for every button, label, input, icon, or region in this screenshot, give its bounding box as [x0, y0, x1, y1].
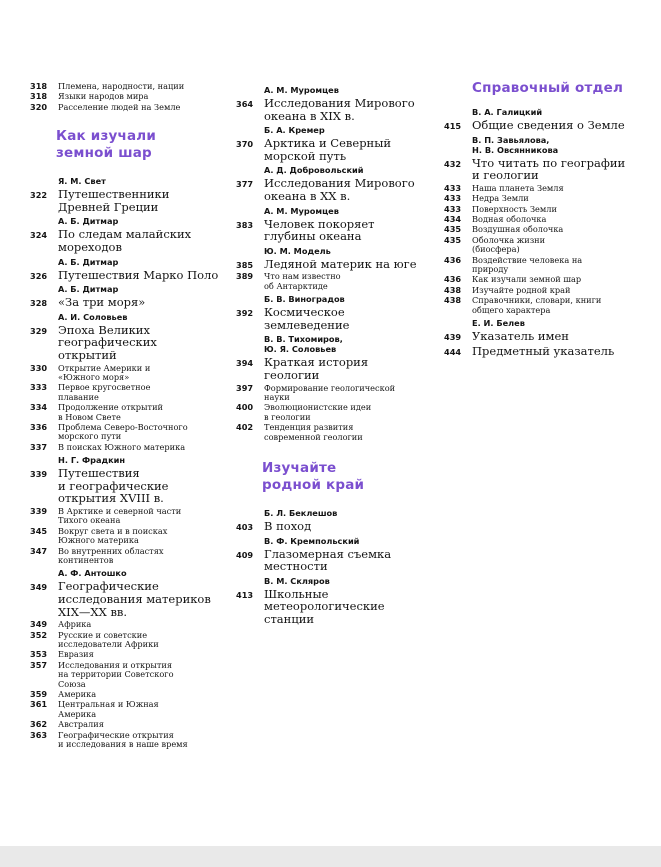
toc-entry[interactable]: [30, 720, 235, 729]
page-number: 436: [444, 254, 462, 265]
entry-title: Школьные метеорологические станции: [264, 586, 385, 626]
entry-title: Путешествия и географические открытия XVIII в.: [58, 466, 169, 506]
entry-title: Ледяной материк на юге: [264, 256, 417, 271]
toc-entry[interactable]: [30, 467, 235, 505]
page-number: 433: [444, 203, 462, 214]
toc-entry[interactable]: [236, 520, 448, 533]
page-number: 432: [444, 158, 462, 169]
toc-entry[interactable]: [236, 272, 448, 291]
entry-title: Эволюционистские идеи в геологии: [264, 402, 372, 422]
entry-title: Путешественники Древней Греции: [58, 187, 170, 214]
page-number: 330: [30, 362, 48, 373]
page-number: 403: [236, 521, 254, 532]
toc-column-1: [30, 82, 235, 751]
page-number: 329: [30, 325, 48, 336]
entry-title: Космическое землеведение: [264, 305, 350, 332]
toc-entry[interactable]: [236, 548, 448, 573]
toc-entry[interactable]: [30, 547, 235, 566]
author-name: А. Ф. Антошко: [58, 568, 127, 579]
toc-entry[interactable]: [236, 97, 448, 122]
toc-entry[interactable]: [444, 256, 636, 275]
entry-title: Евразия: [58, 649, 94, 660]
page-number: 339: [30, 469, 48, 480]
toc-entry[interactable]: [30, 443, 235, 452]
entry-title: Формирование геологической науки: [264, 382, 396, 402]
toc-entry[interactable]: [30, 620, 235, 629]
entry-title: Эпоха Великих географических открытий: [58, 322, 157, 362]
page-number: 435: [444, 234, 462, 245]
entry-title: Исследования Мирового океана в XX в.: [264, 176, 415, 203]
toc-entry[interactable]: [444, 286, 636, 295]
page-number: 438: [444, 284, 462, 295]
page-number: 352: [30, 629, 48, 640]
page-number: 434: [444, 214, 462, 224]
toc-entry[interactable]: [30, 527, 235, 546]
author-name: Я. М. Свет: [58, 176, 106, 187]
toc-entry[interactable]: [30, 661, 235, 689]
toc-entry[interactable]: [444, 225, 636, 234]
section-heading: Справочный отдел: [472, 80, 624, 96]
page-number: 347: [30, 545, 48, 556]
entry-title: Изучайте родной край: [472, 284, 571, 295]
toc-entry[interactable]: [30, 296, 235, 309]
author-name: Б. В. Виноградов: [264, 294, 345, 305]
section-heading: Как изучали земной шар: [56, 128, 157, 162]
toc-entry[interactable]: [236, 177, 448, 202]
entry-title: Предметный указатель: [472, 343, 615, 358]
page-number: 353: [30, 649, 48, 660]
toc-entry[interactable]: [444, 194, 636, 203]
page-number: 383: [236, 219, 254, 230]
toc-entry[interactable]: [236, 306, 448, 331]
page-number: 349: [30, 582, 48, 593]
page-number: 337: [30, 441, 48, 452]
page-number: 361: [30, 699, 48, 710]
entry-title: Воздушная оболочка: [472, 224, 564, 235]
page-number: 362: [30, 719, 48, 730]
entry-title: В поисках Южного материка: [58, 441, 186, 452]
toc-column-3: [444, 80, 636, 359]
page-number: 438: [444, 295, 462, 306]
toc-entry[interactable]: [236, 137, 448, 162]
entry-title: Русские и советские исследователи Африки: [58, 629, 159, 650]
entry-title: Общие сведения о Земле: [472, 118, 625, 132]
toc-entry[interactable]: [444, 345, 636, 358]
toc-entry[interactable]: [236, 384, 448, 403]
toc-entry[interactable]: [30, 82, 235, 91]
page-number: 413: [236, 589, 254, 600]
toc-entry[interactable]: [30, 731, 235, 750]
entry-title: Исследования и открытия на территории Советского Союза: [58, 659, 174, 689]
toc-entry[interactable]: [444, 330, 636, 343]
page-number: 364: [236, 99, 254, 109]
entry-title: Что читать по географии и геологии: [472, 155, 626, 183]
toc-entry[interactable]: [444, 205, 636, 214]
toc-entry[interactable]: [30, 188, 235, 213]
section-heading: Изучайте родной край: [262, 459, 365, 493]
entry-title: Арктика и Северный морской путь: [264, 136, 392, 163]
page-number: 345: [30, 525, 48, 536]
toc-entry[interactable]: [30, 364, 235, 383]
page-number: 336: [30, 422, 48, 432]
page-number: 363: [30, 729, 48, 740]
author-name: А. И. Соловьев: [58, 311, 128, 322]
toc-entry[interactable]: [444, 275, 636, 284]
toc-entry[interactable]: [30, 403, 235, 422]
toc-entry[interactable]: [30, 92, 235, 101]
page-number: 436: [444, 274, 462, 285]
toc-entry[interactable]: [30, 507, 235, 526]
author-name: Е. И. Белев: [472, 318, 525, 329]
entry-title: Америка: [58, 689, 97, 700]
toc-entry[interactable]: [236, 258, 448, 271]
entry-title: Первое кругосветное плавание: [58, 382, 151, 402]
page-number: 322: [30, 190, 48, 201]
entry-title: Языки народов мира: [58, 91, 149, 102]
entry-title: Водная оболочка: [472, 214, 547, 224]
author-name: В. П. Завьялова, Н. В. Овсянникова: [472, 134, 559, 155]
author-name: В. Ф. Кремпольский: [264, 535, 360, 546]
entry-title: Справочники, словари, книги общего характера: [472, 295, 602, 315]
entry-title: Что нам известно об Антарктиде: [264, 271, 341, 291]
entry-title: Во внутренних областях континентов: [58, 545, 164, 566]
author-name: А. Б. Дитмар: [58, 256, 119, 267]
toc-entry[interactable]: [30, 383, 235, 402]
entry-title: Африка: [58, 619, 92, 630]
page-number: 439: [444, 332, 462, 343]
author-name: Б. Л. Беклешов: [264, 507, 338, 518]
page-number: 415: [444, 121, 462, 131]
entry-title: Исследования Мирового океана в XIX в.: [264, 96, 415, 123]
toc-entry[interactable]: [30, 580, 235, 618]
entry-title: Человек покоряет глубины океана: [264, 216, 375, 244]
entry-title: «За три моря»: [58, 295, 146, 310]
page-number: 385: [236, 259, 254, 270]
toc-column-2: [236, 82, 448, 628]
entry-title: Проблема Северо-Восточного морского пути: [58, 422, 188, 442]
author-name: А. М. Муромцев: [264, 205, 339, 216]
entry-title: Тенденция развития современной геологии: [264, 422, 363, 442]
page-number: 320: [30, 101, 48, 112]
page-number: 433: [444, 182, 462, 193]
author-name: В. А. Галицкий: [472, 107, 543, 117]
entry-title: Расселение людей на Земле: [58, 101, 181, 112]
entry-title: Географические исследования материков XIX—XX вв.: [58, 579, 211, 619]
page-number: 334: [30, 402, 48, 413]
toc-entry[interactable]: [30, 228, 235, 253]
author-name: В. М. Скляров: [264, 575, 330, 586]
page-number: 435: [444, 224, 462, 235]
page-number: 400: [236, 402, 254, 413]
author-name: А. М. Муромцев: [264, 85, 339, 95]
entry-title: Оболочка жизни (биосфера): [472, 234, 546, 255]
entry-title: Недра Земли: [472, 193, 529, 204]
page-number: 377: [236, 179, 254, 190]
entry-title: Краткая история геологии: [264, 355, 369, 382]
page-number: 326: [30, 270, 48, 281]
entry-title: Продолжение открытий в Новом Свете: [58, 402, 163, 422]
toc-entry[interactable]: [236, 588, 448, 626]
toc-entry[interactable]: [30, 324, 235, 362]
page-number: 370: [236, 139, 254, 150]
author-name: Ю. М. Модель: [264, 245, 331, 256]
toc-entry[interactable]: [236, 403, 448, 422]
entry-title: Указатель имен: [472, 329, 569, 344]
entry-title: В поход: [264, 518, 312, 533]
toc-entry[interactable]: [444, 184, 636, 193]
page-number: 392: [236, 308, 254, 319]
page-bottom-margin: [0, 846, 661, 867]
toc-entry[interactable]: [236, 356, 448, 381]
page-number: 389: [236, 271, 254, 282]
page-number: 318: [30, 91, 48, 102]
entry-title: Географические открытия и исследования в наше время: [58, 729, 188, 750]
page-number: 349: [30, 619, 48, 630]
entry-title: В Арктике и северной части Тихого океана: [58, 506, 182, 526]
page-number: 402: [236, 422, 254, 433]
entry-title: Поверхность Земли: [472, 203, 557, 214]
toc-entry[interactable]: [30, 631, 235, 650]
page-number: 394: [236, 358, 254, 369]
entry-title: Как изучали земной шар: [472, 274, 582, 285]
toc-entry[interactable]: [236, 423, 448, 442]
page-number: 324: [30, 230, 48, 241]
entry-title: Воздействие человека на природу: [472, 254, 583, 275]
author-name: Н. Г. Фрадкин: [58, 455, 126, 466]
page-number: 333: [30, 382, 48, 393]
author-name: В. В. Тихомиров, Ю. Я. Соловьев: [264, 334, 343, 355]
toc-entry[interactable]: [236, 218, 448, 243]
page-number: 328: [30, 298, 48, 309]
page-number: 433: [444, 193, 462, 204]
entry-title: Открытие Америки и «Южного моря»: [58, 362, 151, 382]
author-name: А. Б. Дитмар: [58, 216, 119, 227]
toc-entry[interactable]: [30, 423, 235, 442]
entry-title: Австралия: [58, 719, 104, 730]
toc-entry[interactable]: [444, 119, 636, 132]
page-number: 339: [30, 506, 48, 516]
entry-title: Вокруг света и в поисках Южного материка: [58, 525, 168, 546]
page-number: 357: [30, 659, 48, 670]
entry-title: По следам малайских мореходов: [58, 227, 192, 254]
page-number: 397: [236, 382, 254, 393]
page-number: 359: [30, 689, 48, 700]
page-number: 409: [236, 549, 254, 560]
toc-entry[interactable]: [30, 700, 235, 719]
author-name: А. Б. Дитмар: [58, 284, 119, 295]
author-name: А. Д. Добровольский: [264, 165, 364, 176]
page-number: 444: [444, 346, 462, 357]
toc-entry[interactable]: [30, 690, 235, 699]
toc-entry[interactable]: [444, 157, 636, 182]
toc-entry[interactable]: [444, 296, 636, 315]
toc-entry[interactable]: [444, 215, 636, 224]
entry-title: Наша планета Земля: [472, 182, 564, 193]
toc-entry[interactable]: [30, 650, 235, 659]
entry-title: Центральная и Южная Америка: [58, 699, 159, 719]
toc-entry[interactable]: [444, 236, 636, 255]
author-name: Б. А. Кремер: [264, 125, 325, 136]
toc-entry[interactable]: [30, 269, 235, 282]
entry-title: Путешествия Марко Поло: [58, 267, 219, 282]
page-number: 318: [30, 81, 48, 91]
entry-title: Племена, народности, нации: [58, 81, 185, 91]
entry-title: Глазомерная съемка местности: [264, 546, 392, 574]
toc-entry[interactable]: [30, 103, 235, 112]
